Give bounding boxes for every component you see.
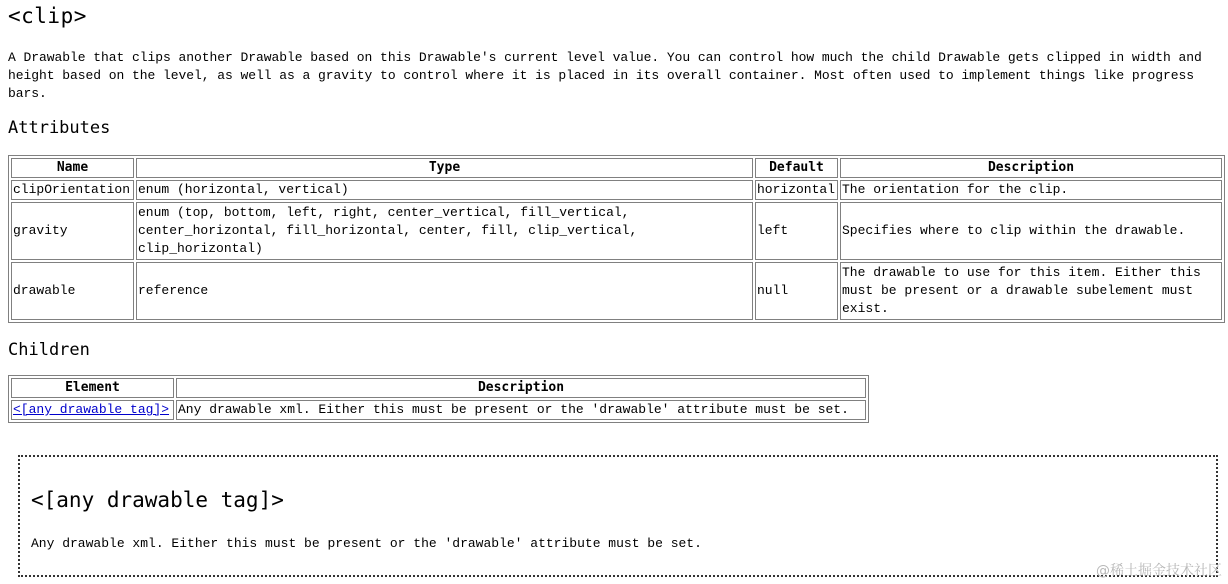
attribute-description: Specifies where to clip within the drawable. (840, 202, 1222, 260)
attribute-default: left (755, 202, 838, 260)
attribute-description: The drawable to use for this item. Either this must be present or a drawable subelement must exist. (840, 262, 1222, 320)
table-row (11, 262, 1222, 320)
attributes-table (8, 155, 1225, 323)
table-row (11, 202, 1222, 260)
intro-paragraph: A Drawable that clips another Drawable based on this Drawable's current level value. You can control how much the child Drawable gets clipped in width and height based on the level, as well as a gravity to control where it is placed in its overall container. Most often used to implement things like progress bars. (8, 50, 1202, 101)
table-row (11, 180, 1222, 200)
attribute-type: enum (horizontal, vertical) (136, 180, 753, 200)
attribute-name: clipOrientation (11, 180, 134, 200)
attributes-heading: Attributes (8, 118, 111, 138)
column-header-name: Name (11, 158, 134, 178)
child-detail-description: Any drawable xml. Either this must be present or the 'drawable' attribute must be set. (31, 536, 702, 551)
attribute-description: The orientation for the clip. (840, 180, 1222, 200)
attribute-default: horizontal (755, 180, 838, 200)
watermark: @稀土掘金技术社区 (1096, 563, 1222, 579)
child-detail-title: <[any drawable tag]> (31, 488, 284, 512)
document-page (8, 0, 1226, 423)
attribute-type: enum (top, bottom, left, right, center_vertical, fill_vertical, center_horizontal, fill_horizontal, center, fill, clip_vertical, clip_horizontal) (136, 202, 753, 260)
children-header-row (11, 378, 866, 398)
column-header-element: Element (11, 378, 174, 398)
page-title: <clip> (8, 4, 87, 28)
attribute-default: null (755, 262, 838, 320)
child-description: Any drawable xml. Either this must be present or the 'drawable' attribute must be set. (176, 400, 866, 420)
child-element-cell (11, 400, 174, 420)
attribute-name: gravity (11, 202, 134, 260)
table-row (11, 400, 866, 420)
column-header-description: Description (840, 158, 1222, 178)
child-element-link[interactable]: <[any drawable tag]> (13, 402, 170, 417)
children-table (8, 375, 869, 423)
attribute-name: drawable (11, 262, 134, 320)
column-header-child-description: Description (176, 378, 866, 398)
attributes-header-row (11, 158, 1222, 178)
child-detail-box (18, 455, 1218, 577)
children-heading: Children (8, 340, 90, 360)
column-header-default: Default (755, 158, 838, 178)
attribute-type: reference (136, 262, 753, 320)
column-header-type: Type (136, 158, 753, 178)
